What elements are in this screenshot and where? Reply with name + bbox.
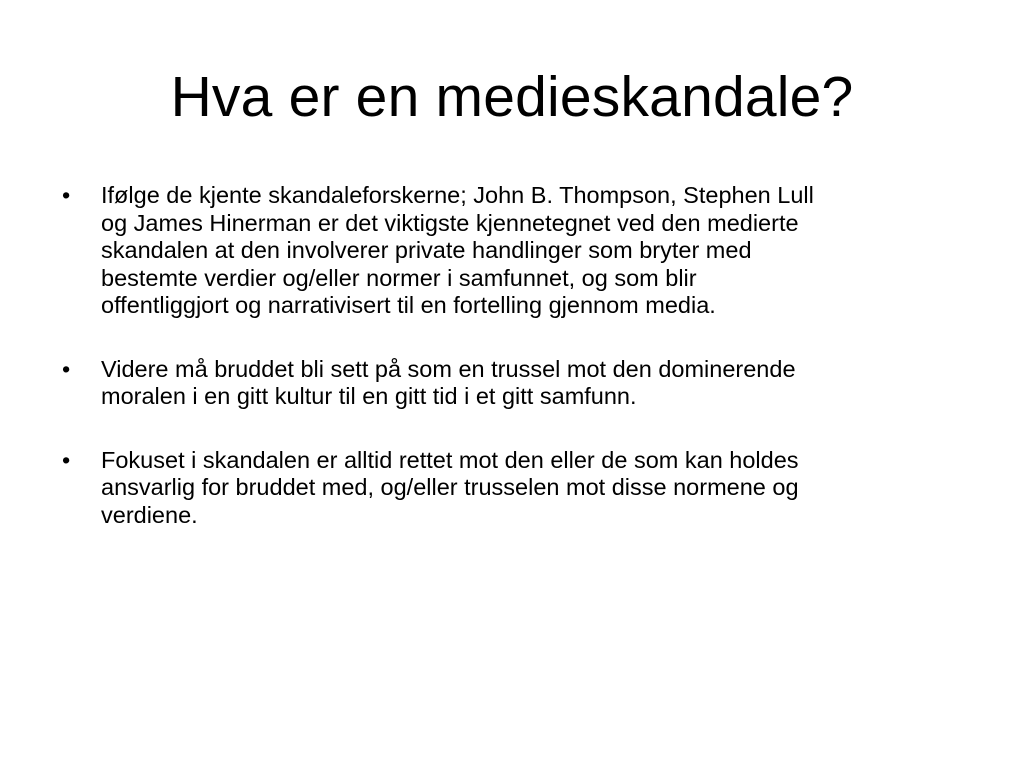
- slide-title: Hva er en medieskandale?: [170, 65, 854, 129]
- bullet-line: skandalen at den involverer private handlinger som bryter med: [101, 237, 752, 263]
- bullet-item: [62, 447, 982, 530]
- bullet-line: Fokuset i skandalen er alltid rettet mot den eller de som kan holdes: [101, 446, 799, 473]
- bullet-marker: •: [62, 446, 71, 473]
- bullet-item: [62, 182, 982, 320]
- bullet-line: verdiene.: [101, 501, 198, 528]
- bullet-marker: •: [62, 182, 71, 208]
- bullet-line: Ifølge de kjente skandaleforskerne; John B. Thompson, Stephen Lull: [101, 182, 814, 208]
- bullet-line: ansvarlig for bruddet med, og/eller trusselen mot disse normene og: [101, 474, 799, 500]
- bullet-marker: •: [62, 355, 71, 382]
- bullet-line: offentliggjort og narrativisert til en fortelling gjennom media.: [101, 292, 716, 318]
- bullet-line: moralen i en gitt kultur til en gitt tid i et gitt samfunn.: [101, 383, 637, 409]
- bullet-line: Videre må bruddet bli sett på som en trussel mot den dominerende: [101, 355, 796, 382]
- bullet-list: [62, 182, 982, 565]
- bullet-line: bestemte verdier og/eller normer i samfunnet, og som blir: [101, 264, 697, 291]
- bullet-item: [62, 356, 982, 411]
- bullet-line: og James Hinerman er det viktigste kjennetegnet ved den medierte: [101, 209, 799, 236]
